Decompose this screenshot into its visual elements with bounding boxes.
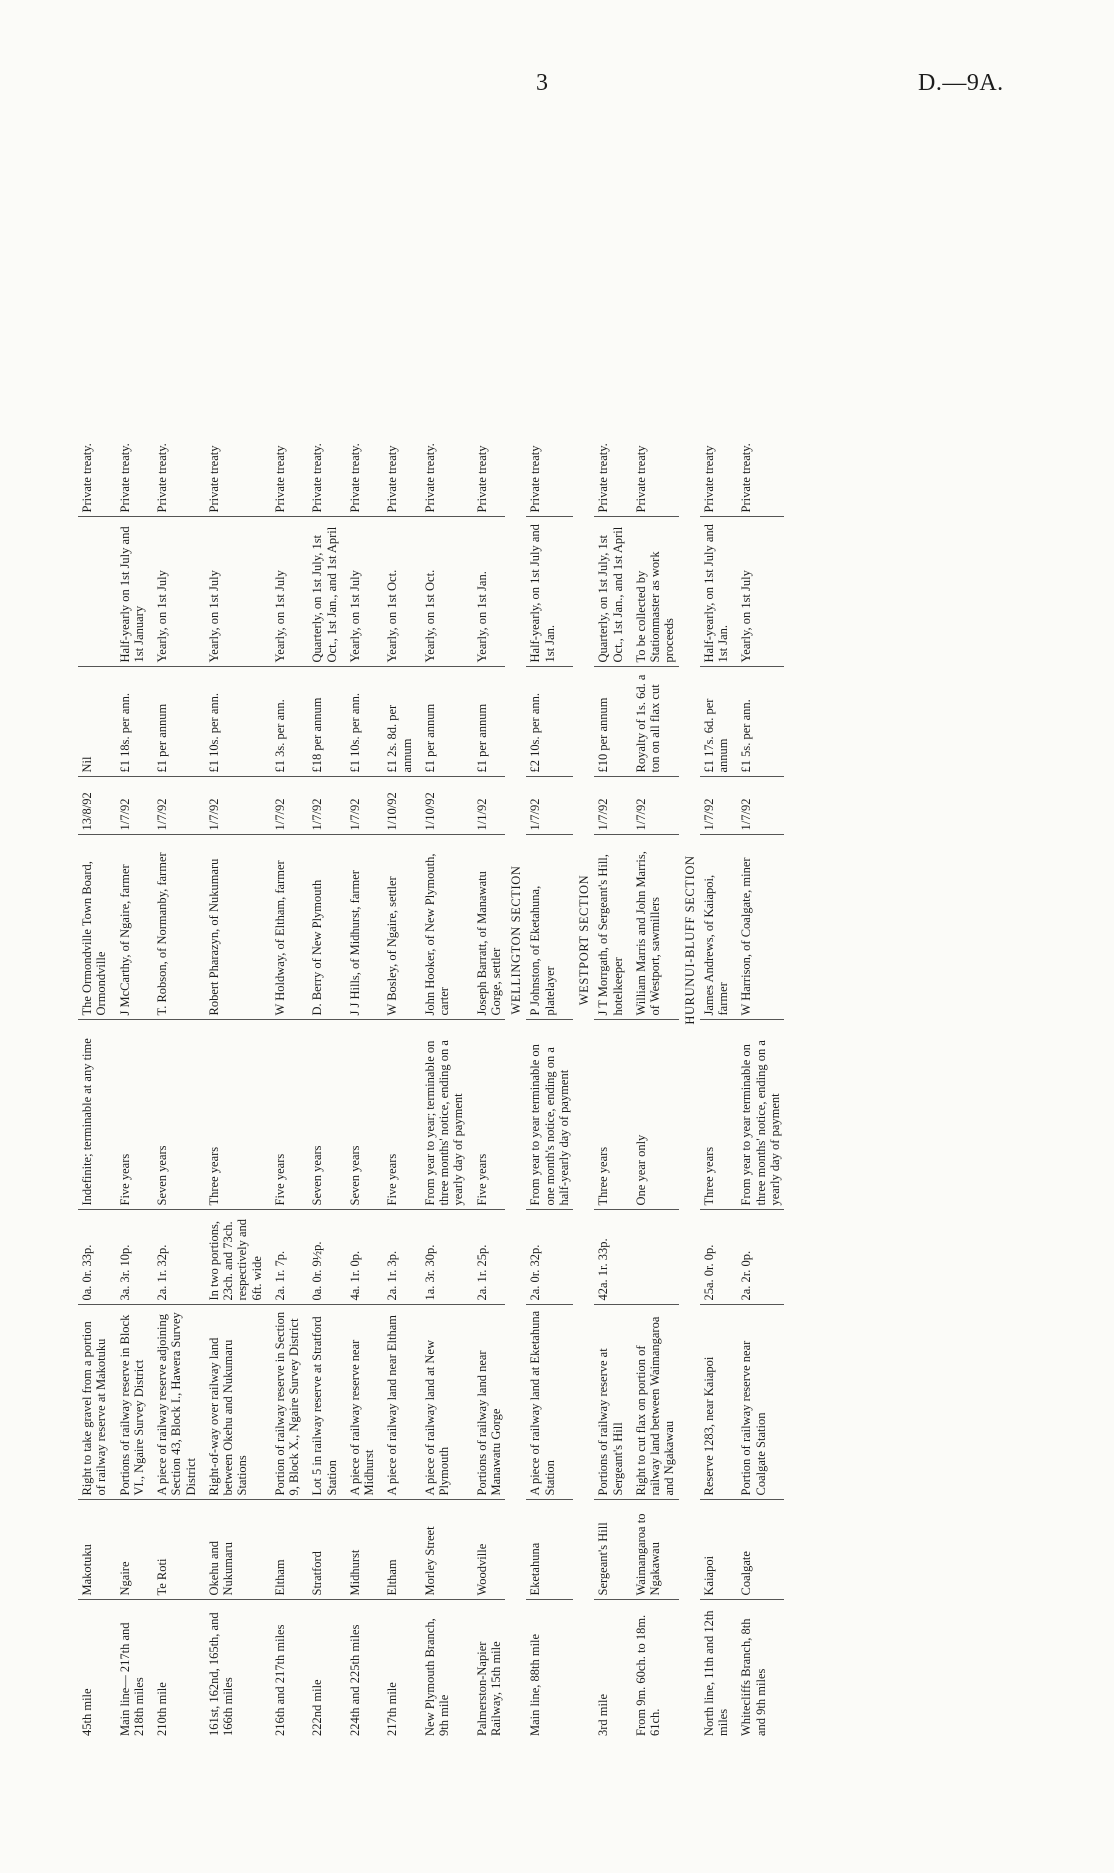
section-heading: WESTPORT SECTION xyxy=(577,874,591,1006)
station-cell: Stratford xyxy=(303,1500,341,1600)
lessee-cell: P Johnston, of Eketahuna, platelayer xyxy=(526,835,573,1020)
mileage-cell: 161st, 162nd, 165th, and 166th miles xyxy=(206,1612,235,1736)
date-cell: 1/1/92 xyxy=(468,777,506,835)
disposal-method-cell: Private treaty. xyxy=(148,140,200,517)
station-cell: Sergeant's Hill xyxy=(594,1500,627,1600)
lessee-cell: W Bosley, of Ngaire, settler xyxy=(378,835,416,1020)
rent-cell: £18 per annum xyxy=(303,667,341,777)
description-cell: Lot 5 in railway reserve at Stratford Station xyxy=(303,1305,341,1500)
payment-cell: Quarterly, on 1st July, 1st Oct., 1st Jan., and 1st April xyxy=(594,517,627,667)
disposal-method-cell: Private treaty. xyxy=(111,140,149,517)
station-cell: Woodville xyxy=(468,1500,506,1600)
description-cell: Portions of railway land near Manawatu Gorge xyxy=(468,1305,506,1500)
term-cell: Five years xyxy=(378,1020,416,1210)
area-cell: 2a. 1r. 3p. xyxy=(378,1210,416,1305)
station-cell: Waimangaroa to Ngakawau xyxy=(627,1500,679,1600)
page-number: 3 xyxy=(536,70,548,96)
mileage-cell: 222nd mile xyxy=(310,1679,325,1736)
description-cell: Portions of railway reserve at Sergeant's Hill xyxy=(594,1305,627,1500)
disposal-method-cell: Private treaty xyxy=(266,140,304,517)
area-cell: 2a. 0r. 32p. xyxy=(526,1210,573,1305)
area-cell: 4a. 1r. 0p. xyxy=(341,1210,379,1305)
description-cell: A piece of railway land near Eltham xyxy=(378,1305,416,1500)
payment-cell: Yearly, on 1st July xyxy=(341,517,379,667)
table-row xyxy=(378,140,416,1740)
lessee-cell: James Andrews, of Kaiapoi, farmer xyxy=(700,835,733,1020)
payment-cell: To be collected by Stationmaster as work proceeds xyxy=(627,517,679,667)
table-row xyxy=(148,140,200,1740)
rent-cell: £1 10s. per ann. xyxy=(341,667,379,777)
lessee-cell: William Marris and John Marris, of Westport, sawmillers xyxy=(627,835,679,1020)
table-row xyxy=(266,140,304,1740)
document-reference: D.—9A. xyxy=(918,70,1004,96)
description-cell: Reserve 1283, near Kaiapoi xyxy=(700,1305,733,1500)
payment-cell: Half-yearly, on 1st July and 1st Jan. xyxy=(526,517,573,667)
lessee-cell: John Hooker, of New Plymouth, carter xyxy=(416,835,468,1020)
description-cell: Right to cut flax on portion of railway land between Waimangaroa and Ngakawau xyxy=(627,1305,679,1500)
area-cell: 42a. 1r. 33p. xyxy=(594,1210,627,1305)
description-cell: Portion of railway reserve in Section 9, Block X., Ngaire Survey District xyxy=(266,1305,304,1500)
station-cell: Morley Street xyxy=(416,1500,468,1600)
term-cell: Seven years xyxy=(303,1020,341,1210)
description-cell: A piece of railway reserve adjoining Section 43, Block I., Hawera Survey District xyxy=(148,1305,200,1500)
date-cell: 1/7/92 xyxy=(111,777,149,835)
station-cell: Coalgate xyxy=(732,1500,784,1600)
mileage-cell: 216th and 217th miles xyxy=(272,1624,287,1736)
area-cell: 0a. 0r. 9½p. xyxy=(303,1210,341,1305)
date-cell: 1/10/92 xyxy=(378,777,416,835)
payment-cell: Yearly, on 1st July xyxy=(266,517,304,667)
mileage-cell: From 9m. 60ch. to 18m. 61ch. xyxy=(633,1614,662,1736)
payment-cell: Half-yearly, on 1st July and 1st Jan. xyxy=(700,517,733,667)
date-cell: 1/7/92 xyxy=(341,777,379,835)
table-row xyxy=(526,140,573,1740)
station-cell: Okehu and Nukumaru xyxy=(200,1500,266,1600)
term-cell: Indefinite; terminable at any time xyxy=(78,1020,111,1210)
disposal-method-cell: Private treaty xyxy=(526,140,573,517)
date-cell: 1/7/92 xyxy=(200,777,266,835)
table-row xyxy=(341,140,379,1740)
table-row xyxy=(303,140,341,1740)
lessee-cell: J J Hills, of Midhurst, farmer xyxy=(341,835,379,1020)
station-cell: Te Roti xyxy=(148,1500,200,1600)
disposal-method-cell: Private treaty xyxy=(627,140,679,517)
date-cell: 1/7/92 xyxy=(266,777,304,835)
rent-cell: £1 per annum xyxy=(416,667,468,777)
payment-cell: Half-yearly on 1st July and 1st January xyxy=(111,517,149,667)
rent-cell: £1 per annum xyxy=(148,667,200,777)
disposal-method-cell: Private treaty. xyxy=(78,140,111,517)
section-heading: HURUNUI-BLUFF SECTION xyxy=(682,855,697,1025)
lessee-cell: The Ormondville Town Board, Ormondville xyxy=(78,835,111,1020)
date-cell: 13/8/92 xyxy=(78,777,111,835)
table-row xyxy=(200,140,266,1740)
lessee-cell: J McCarthy, of Ngaire, farmer xyxy=(111,835,149,1020)
disposal-method-cell: Private treaty. xyxy=(341,140,379,517)
mileage-cell: 217th mile xyxy=(385,1682,400,1736)
disposal-method-cell: Private treaty xyxy=(378,140,416,517)
table-row xyxy=(594,140,627,1740)
payment-cell: Quarterly, on 1st July, 1st Oct., 1st Jan., and 1st April xyxy=(303,517,341,667)
date-cell: 1/7/92 xyxy=(303,777,341,835)
term-cell: Five years xyxy=(266,1020,304,1210)
area-cell: 2a. 2r. 0p. xyxy=(732,1210,784,1305)
date-cell: 1/7/92 xyxy=(526,777,573,835)
rent-cell: £1 per annum xyxy=(468,667,506,777)
description-cell: A piece of railway land at New Plymouth xyxy=(416,1305,468,1500)
date-cell: 1/7/92 xyxy=(148,777,200,835)
section-heading-row xyxy=(573,140,594,1740)
payment-cell: Yearly, on 1st Oct. xyxy=(416,517,468,667)
lessee-cell: Robert Pharazyn, of Nukumaru xyxy=(200,835,266,1020)
area-cell xyxy=(627,1210,679,1305)
rent-cell: £1 3s. per ann. xyxy=(266,667,304,777)
table-row xyxy=(627,140,679,1740)
lease-table-body xyxy=(78,140,784,1740)
mileage-cell: Main line— 217th and 218th miles xyxy=(117,1622,146,1736)
term-cell: Five years xyxy=(111,1020,149,1210)
mileage-cell: Palmerston-Napier Railway, 15th mile xyxy=(474,1641,503,1736)
mileage-cell: 210th mile xyxy=(155,1682,169,1736)
term-cell: Three years xyxy=(200,1020,266,1210)
description-cell: Portion of railway reserve near Coalgate Station xyxy=(732,1305,784,1500)
description-cell: Right-of-way over railway land between Okehu and Nukumaru Stations xyxy=(200,1305,266,1500)
mileage-cell: Whitecliffs Branch, 8th and 9th miles xyxy=(739,1618,768,1736)
mileage-cell: Main line, 88th mile xyxy=(528,1633,543,1736)
station-cell: Kaiapoi xyxy=(700,1500,733,1600)
payment-cell: Yearly, on 1st July xyxy=(200,517,266,667)
mileage-cell: New Plymouth Branch, 9th mile xyxy=(422,1618,451,1736)
payment-cell: Yearly, on 1st Oct. xyxy=(378,517,416,667)
term-cell: From year to year; terminable on three months' notice, ending on a yearly day of payment xyxy=(416,1020,468,1210)
section-heading-row xyxy=(505,140,526,1740)
term-cell: One year only xyxy=(627,1020,679,1210)
lessee-cell: W Holdway, of Eltham, farmer xyxy=(266,835,304,1020)
station-cell: Eltham xyxy=(266,1500,304,1600)
rent-cell: £1 17s. 6d. per annum xyxy=(700,667,733,777)
date-cell: 1/7/92 xyxy=(627,777,679,835)
rent-cell: Royalty of 1s. 6d. a ton on all flax cut xyxy=(627,667,679,777)
table-row xyxy=(111,140,149,1740)
station-cell: Midhurst xyxy=(341,1500,379,1600)
payment-cell xyxy=(78,517,111,667)
disposal-method-cell: Private treaty. xyxy=(732,140,784,517)
payment-cell: Yearly, on 1st Jan. xyxy=(468,517,506,667)
rent-cell: Nil xyxy=(78,667,111,777)
mileage-cell: 45th mile xyxy=(80,1688,94,1736)
mileage-cell: 3rd mile xyxy=(596,1693,611,1736)
rent-cell: £2 10s. per ann. xyxy=(526,667,573,777)
lessee-cell: W Harrison, of Coalgate, miner xyxy=(732,835,784,1020)
lessee-cell: J T Morrgath, of Sergeant's Hill, hotelkeeper xyxy=(594,835,627,1020)
date-cell: 1/10/92 xyxy=(416,777,468,835)
date-cell: 1/7/92 xyxy=(700,777,733,835)
section-heading: WELLINGTON SECTION xyxy=(509,865,523,1015)
lessee-cell: T. Robson, of Normanby, farmer xyxy=(148,835,200,1020)
rent-cell: £1 10s. per ann. xyxy=(200,667,266,777)
area-cell: 0a. 0r. 33p. xyxy=(78,1210,111,1305)
description-cell: Right to take gravel from a portion of railway reserve at Makotuku xyxy=(78,1305,111,1500)
table-row xyxy=(416,140,468,1740)
area-cell: 25a. 0r. 0p. xyxy=(700,1210,733,1305)
term-cell: From year to year terminable on one month's notice, ending on a half-yearly day of payment xyxy=(526,1020,573,1210)
description-cell: A piece of railway reserve near Midhurst xyxy=(341,1305,379,1500)
term-cell: Seven years xyxy=(148,1020,200,1210)
term-cell: Three years xyxy=(594,1020,627,1210)
rent-cell: £1 18s. per ann. xyxy=(111,667,149,777)
disposal-method-cell: Private treaty. xyxy=(303,140,341,517)
area-cell: 2a. 1r. 7p. xyxy=(266,1210,304,1305)
area-cell: 2a. 1r. 25p. xyxy=(468,1210,506,1305)
area-cell: 3a. 3r. 10p. xyxy=(111,1210,149,1305)
description-cell: Portions of railway reserve in Block VI., Ngaire Survey District xyxy=(111,1305,149,1500)
lessee-cell: Joseph Barratt, of Manawatu Gorge, settler xyxy=(468,835,506,1020)
table-row xyxy=(732,140,784,1740)
mileage-cell: 224th and 225th miles xyxy=(347,1624,362,1736)
term-cell: Three years xyxy=(700,1020,733,1210)
term-cell: Five years xyxy=(468,1020,506,1210)
term-cell: Seven years xyxy=(341,1020,379,1210)
table-row xyxy=(78,140,111,1740)
term-cell: From year to year terminable on three months' notice, ending on a yearly day of payment xyxy=(732,1020,784,1210)
section-heading-row xyxy=(679,140,700,1740)
area-cell: 1a. 3r. 30p. xyxy=(416,1210,468,1305)
table-row xyxy=(468,140,506,1740)
disposal-method-cell: Private treaty xyxy=(700,140,733,517)
area-cell: In two portions, 23ch. and 73ch. respectively and 6ft. wide xyxy=(200,1210,266,1305)
station-cell: Eketahuna xyxy=(526,1500,573,1600)
lessee-cell: D. Berry of New Plymouth xyxy=(303,835,341,1020)
table-row xyxy=(700,140,733,1740)
station-cell: Makotuku xyxy=(78,1500,111,1600)
description-cell: A piece of railway land at Eketahuna Station xyxy=(526,1305,573,1500)
payment-cell: Yearly, on 1st July xyxy=(732,517,784,667)
station-cell: Ngaire xyxy=(111,1500,149,1600)
rent-cell: £1 5s. per ann. xyxy=(732,667,784,777)
station-cell: Eltham xyxy=(378,1500,416,1600)
rent-cell: £10 per annum xyxy=(594,667,627,777)
date-cell: 1/7/92 xyxy=(594,777,627,835)
date-cell: 1/7/92 xyxy=(732,777,784,835)
disposal-method-cell: Private treaty xyxy=(200,140,266,517)
lease-table xyxy=(78,140,784,1740)
rent-cell: £1 2s. 8d. per annum xyxy=(378,667,416,777)
payment-cell: Yearly, on 1st July xyxy=(148,517,200,667)
disposal-method-cell: Private treaty. xyxy=(416,140,468,517)
disposal-method-cell: Private treaty xyxy=(468,140,506,517)
area-cell: 2a. 1r. 32p. xyxy=(148,1210,200,1305)
disposal-method-cell: Private treaty. xyxy=(594,140,627,517)
mileage-cell: North line, 11th and 12th miles xyxy=(701,1610,730,1736)
rotated-ledger xyxy=(78,140,1008,1740)
